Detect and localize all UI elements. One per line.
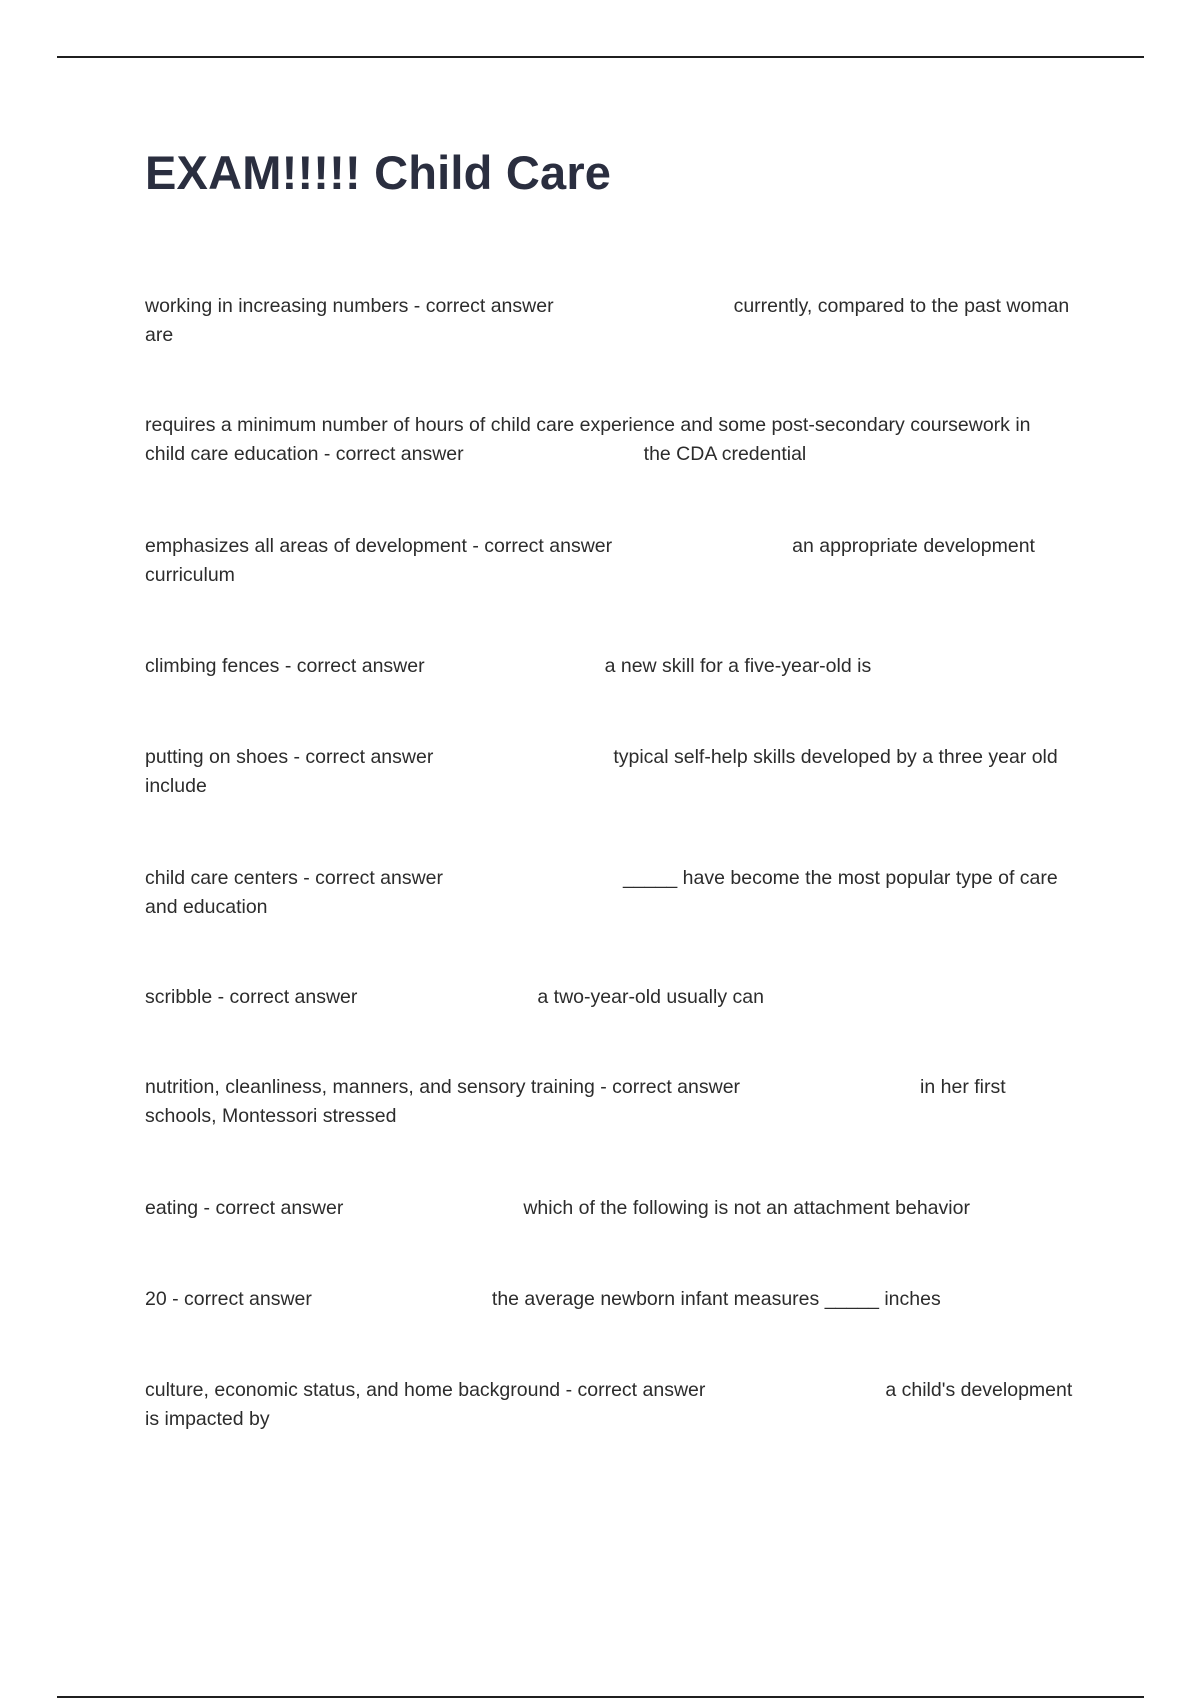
question-text: a two-year-old usually can	[537, 986, 764, 1008]
answer-text: scribble - correct answer	[145, 986, 358, 1008]
question-text: a child's development is impacted by	[145, 1379, 1073, 1430]
qa-entry	[145, 983, 1075, 1012]
question-text: the CDA credential	[643, 443, 807, 465]
document-title: EXAM!!!!! Child Care	[145, 146, 612, 199]
answer-text: culture, economic status, and home background - correct answer	[145, 1379, 706, 1401]
qa-entry	[145, 1285, 1075, 1314]
answer-text: putting on shoes - correct answer	[145, 746, 434, 768]
question-text: an appropriate development curriculum	[145, 535, 1035, 586]
question-text: typical self-help skills developed by a three year old include	[145, 746, 1058, 797]
answer-text: requires a minimum number of hours of child care experience and some post-secondary coursework in child care education - correct answer	[145, 414, 1031, 465]
answer-text: emphasizes all areas of development - correct answer	[145, 535, 613, 557]
qa-entry	[145, 411, 1075, 469]
bottom-rule	[57, 1696, 1144, 1698]
question-text: in her first schools, Montessori stressed	[145, 1076, 1006, 1127]
question-text: the average newborn infant measures _____ inches	[491, 1288, 941, 1310]
answer-text: child care centers - correct answer	[145, 867, 444, 889]
qa-entry	[145, 652, 1075, 681]
answer-text: eating - correct answer	[145, 1197, 344, 1219]
answer-text: working in increasing numbers - correct answer	[145, 295, 554, 317]
qa-entry	[145, 1376, 1075, 1434]
question-text: which of the following is not an attachment behavior	[523, 1197, 970, 1219]
question-text: a new skill for a five-year-old is	[604, 655, 872, 677]
qa-entry	[145, 1073, 1075, 1131]
qa-entry	[145, 532, 1075, 590]
top-rule	[57, 56, 1144, 58]
question-text: _____ have become the most popular type of care and education	[145, 867, 1058, 918]
qa-entry	[145, 743, 1075, 801]
answer-text: 20 - correct answer	[145, 1288, 312, 1310]
answer-text: climbing fences - correct answer	[145, 655, 425, 677]
qa-entry	[145, 864, 1075, 922]
answer-text: nutrition, cleanliness, manners, and sensory training - correct answer	[145, 1076, 741, 1098]
qa-entry	[145, 292, 1075, 350]
question-text: currently, compared to the past woman are	[145, 295, 1070, 346]
qa-entry	[145, 1194, 1075, 1223]
